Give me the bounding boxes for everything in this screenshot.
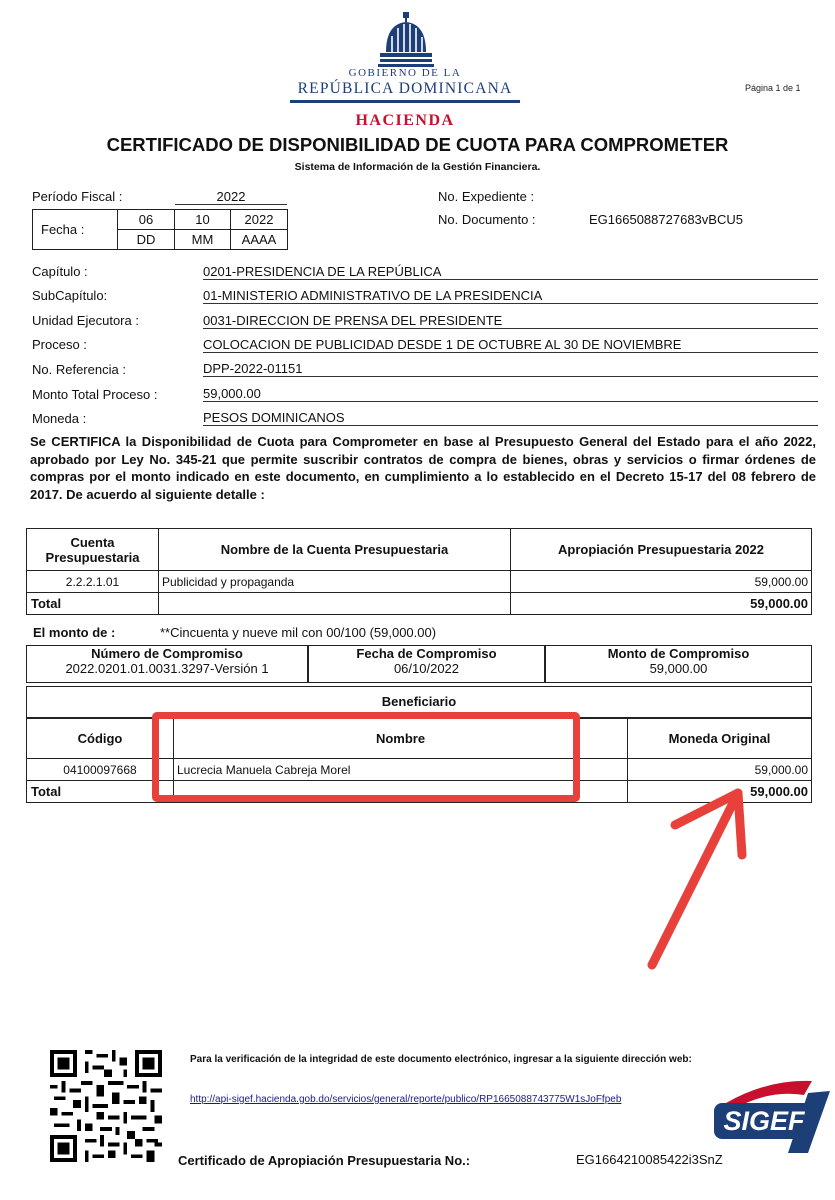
monto-compromiso-value: 59,000.00 (649, 661, 708, 676)
expediente-label: No. Expediente : (438, 189, 535, 204)
documento-label: No. Documento : (438, 212, 536, 227)
fecha-mm-label: MM (191, 232, 214, 247)
documento-value: EG1665088727683vBCU5 (589, 212, 743, 227)
moneda-cell: 59,000.00 (628, 759, 812, 781)
monto-total-value: 59,000.00 (203, 386, 818, 402)
subcapitulo-value: 01-MINISTERIO ADMINISTRATIVO DE LA PRESIDENCIA (203, 288, 818, 304)
total-label: Total (27, 593, 159, 615)
total-empty-cell (159, 593, 511, 615)
date-grid (32, 209, 288, 250)
certificado-value: EG1664210085422i3SnZ (576, 1152, 723, 1167)
monto-label: El monto de : (33, 625, 116, 640)
annotation-highlight-box (152, 712, 580, 802)
table-header-row (27, 529, 812, 571)
fecha-compromiso-label: Fecha de Compromiso (356, 646, 497, 661)
apropiacion-cell: 59,000.00 (511, 571, 812, 593)
beneficiario-title: Beneficiario (26, 686, 812, 718)
document-title: CERTIFICADO DE DISPONIBILIDAD DE CUOTA PARA COMPROMETER (106, 134, 729, 155)
fecha-compromiso-value: 06/10/2022 (393, 661, 460, 676)
referencia-label: No. Referencia : (32, 362, 126, 377)
referencia-value: DPP-2022-01151 (203, 361, 818, 377)
col-cuenta: Cuenta Presupuestaria (27, 529, 159, 571)
budget-table (26, 528, 812, 615)
moneda-label: Moneda : (32, 411, 87, 426)
numero-compromiso-value: 2022.0201.01.0031.3297-Versión 1 (65, 661, 269, 676)
monto-value: **Cincuenta y nueve mil con 00/100 (59,000.00) (160, 625, 437, 640)
monto-compromiso-box (545, 645, 812, 683)
proceso-label: Proceso : (32, 337, 87, 352)
certification-paragraph: Se CERTIFICA la Disponibilidad de Cuota para Comprometer en base al Presupuesto General del Estado para el año 2022, aprobado por Ley No. 345-21 que permite suscribir contratos de compra de bienes, obras y servicios o firmar órdenes de compras por el monto indicado en este documento, en cumplimiento a lo establecido en el Decreto 15-17 del 08 febrero de 2017. De acuerdo al siguiente detalle : (30, 434, 816, 502)
col-codigo: Código (27, 719, 174, 759)
fecha-compromiso-box (308, 645, 545, 683)
numero-compromiso-label: Número de Compromiso (91, 646, 243, 661)
capitulo-label: Capítulo : (32, 264, 88, 279)
fecha-mm: 10 (195, 212, 210, 227)
fecha-label: Fecha : (41, 222, 85, 237)
monto-compromiso-label: Monto de Compromiso (607, 646, 750, 661)
subcapitulo-label: SubCapítulo: (32, 288, 108, 303)
header-divider (290, 100, 520, 103)
fecha-dd-label: DD (136, 232, 156, 247)
total-value: 59,000.00 (628, 781, 812, 803)
nombre-cell: Lucrecia Manuela Cabreja Morel (174, 759, 628, 781)
col-apropiacion: Apropiación Presupuestaria 2022 (511, 529, 812, 571)
page-number: Página 1 de 1 (745, 83, 801, 93)
gov-line2: REPÚBLICA DOMINICANA (297, 80, 513, 97)
ministry-name: HACIENDA (355, 112, 455, 129)
government-seal-icon (378, 12, 434, 68)
verification-link[interactable]: http://api-sigef.hacienda.gob.do/servicios/general/reporte/publico/RP1665088743775W1sJoFfpeb (190, 1094, 622, 1105)
periodo-label: Período Fiscal : (32, 189, 123, 204)
col-nombre: Nombre (174, 719, 628, 759)
verification-text: Para la verificación de la integridad de este documento electrónico, ingresar a la siguiente dirección web: (190, 1054, 692, 1065)
fecha-dd: 06 (138, 212, 154, 227)
sigef-logo (708, 1075, 830, 1157)
col-moneda: Moneda Original (628, 719, 812, 759)
qr-code-icon (50, 1050, 162, 1162)
periodo-value: 2022 (175, 189, 287, 205)
cuenta-cell: 2.2.2.1.01 (27, 571, 159, 593)
annotation-arrow-icon (630, 775, 760, 975)
certificado-label: Certificado de Apropiación Presupuestaria No.: (178, 1153, 471, 1168)
unidad-value: 0031-DIRECCION DE PRENSA DEL PRESIDENTE (203, 313, 818, 329)
capitulo-value: 0201-PRESIDENCIA DE LA REPÚBLICA (203, 264, 818, 280)
document-subtitle: Sistema de Información de la Gestión Financiera. (294, 161, 541, 173)
unidad-label: Unidad Ejecutora : (32, 313, 139, 328)
nombre-cuenta-cell: Publicidad y propaganda (159, 571, 511, 593)
fecha-aaaa: 2022 (244, 212, 274, 227)
total-value: 59,000.00 (511, 593, 812, 615)
fecha-aaaa-label: AAAA (241, 232, 277, 247)
numero-compromiso-box (26, 645, 308, 683)
codigo-cell: 04100097668 (27, 759, 174, 781)
sigef-logo-text: SIGEF (723, 1106, 805, 1136)
table-row (27, 571, 812, 593)
gov-line1: GOBIERNO DE LA (348, 67, 462, 79)
col-nombre-cuenta: Nombre de la Cuenta Presupuestaria (159, 529, 511, 571)
moneda-value: PESOS DOMINICANOS (203, 410, 818, 426)
monto-total-label: Monto Total Proceso : (32, 387, 158, 402)
total-label: Total (27, 781, 174, 803)
proceso-value: COLOCACION DE PUBLICIDAD DESDE 1 DE OCTUBRE AL 30 DE NOVIEMBRE (203, 337, 818, 353)
total-row (27, 593, 812, 615)
